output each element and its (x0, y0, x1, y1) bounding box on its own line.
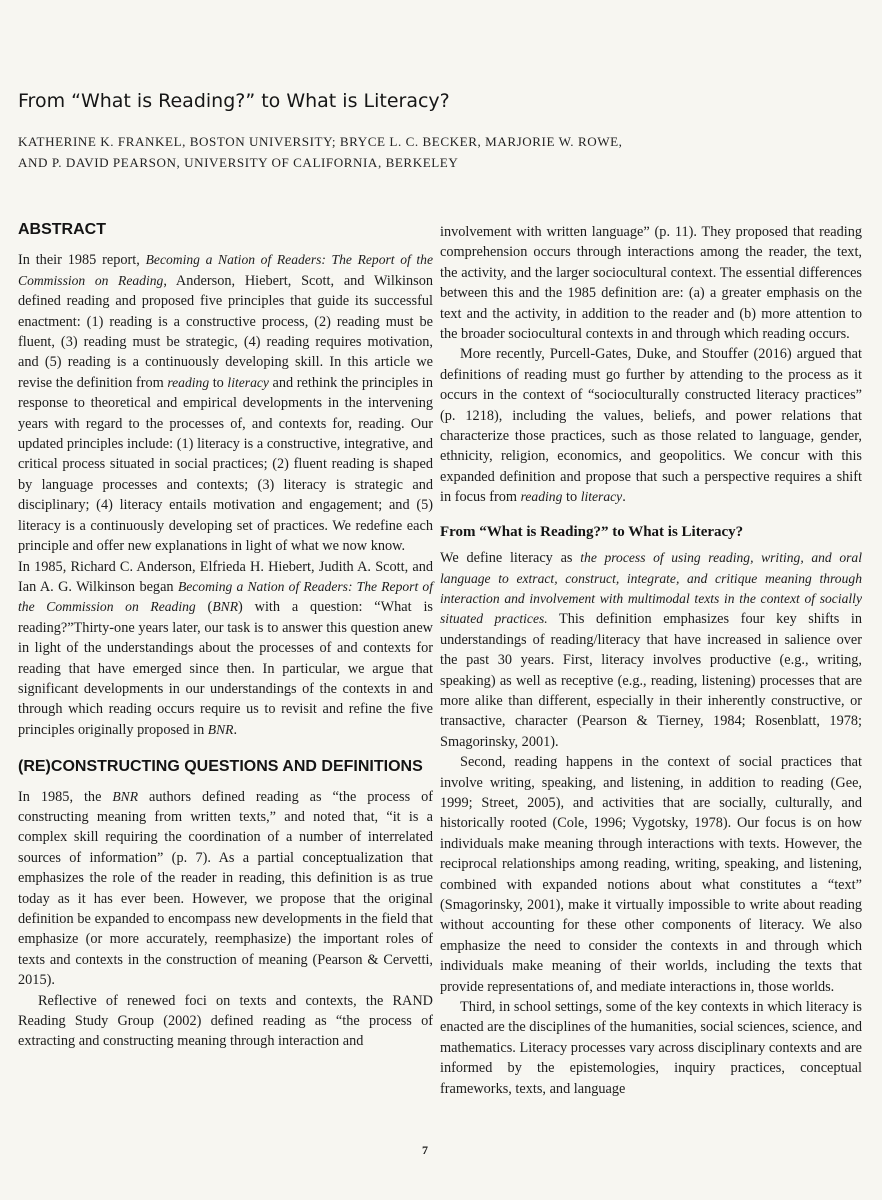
right-column (440, 222, 862, 1099)
authors-line-1: KATHERINE K. FRANKEL, BOSTON UNIVERSITY; BRYCE L. C. BECKER, MARJORIE W. ROWE, (18, 134, 623, 149)
literacy-paragraph-3: Third, in school settings, some of the key contexts in which literacy is enacted are the disciplines of the humanities, social sciences, science, and mathematics. Literacy processes vary across disciplinary contexts and are informed by the epistemologies, inquiry practices, conceptual frameworks, texts, and language (440, 999, 862, 1097)
abstract-heading: ABSTRACT (18, 221, 106, 238)
reconstructing-heading: (RE)CONSTRUCTING QUESTIONS AND DEFINITIONS (18, 758, 423, 776)
reconstructing-paragraph-1: In 1985, the BNR authors defined reading as “the process of constructing meaning from written texts,” and noted that, “it is a complex skill requiring the coordination of a number of interrelated sources of information” (p. 7). As a partial conceptualization that emphasizes the role of the reader in reading, this definition is as true today as it has ever been. However, we propose that the original definition be expanded to encompass new developments in the field that emphasize (or more accurately, reemphasize) the important roles of texts and contexts in the construction of meaning (Pearson & Cervetti, 2015). (18, 788, 433, 989)
authors-line-2: AND P. DAVID PEARSON, UNIVERSITY OF CALIFORNIA, BERKELEY (18, 155, 459, 170)
reconstructing-paragraph-2-continued: involvement with written language” (p. 11). They proposed that reading comprehension occurs through interactions among the reader, the text, the activity, and the larger sociocultural context. The essential differences between this and the 1985 definition are: (a) a greater emphasis on the text and the activity, in addition to the reader and (b) more attention to the broader sociocultural contexts in and through which reading occurs. (440, 224, 862, 343)
abstract-text: In their 1985 report, Becoming a Nation of Readers: The Report of the Commission on Reading, Anderson, Hiebert, Scott, and Wilkinson defined reading and proposed five principles that guide its successful enactment: (1) reading is a constructive process, (2) reading must be fluent, (3) reading must be strategic, (4) reading requires motivation, and (5) reading is a continuously developing skill. In this article we revise the definition from reading to literacy and rethink the principles in response to theoretical and empirical developments in the intervening years with regard to the processes of, and contexts for, reading. Our updated principles include: (1) literacy is a constructive, integrative, and critical process situated in social practices; (2) fluent reading is shaped by language processes and contexts; (3) literacy is strategic and disciplinary; (4) literacy entails motivation and engagement; and (5) literacy is a continuously developing set of practices. We redefine each principle and offer new explanations in light of what we now know. (18, 252, 433, 555)
intro-paragraph: In 1985, Richard C. Anderson, Elfrieda H. Hiebert, Judith A. Scott, and Ian A. G. Wilkinson began Becoming a Nation of Readers: The Report of the Commission on Reading (BNR) with a question: “What is reading?”Thirty-one years later, our task is to answer this question anew in light of the understandings about the processes of and contexts for reading that have emerged since then. In particular, we argue that significant developments in our understandings of the contexts in and through which reading occurs require us to revisit and refine the five principles originally proposed in BNR. (18, 558, 433, 738)
literacy-paragraph-2: Second, reading happens in the context of social practices that involve writing, speaking, and listening, in addition to reading (Gee, 1999; Street, 2005), and activities that are socially, culturally, and historically rooted (Cole, 1996; Vygotsky, 1978). Our focus is on how individuals make meaning through interactions with texts. However, the reciprocal relationships among reading, writing, speaking, and listening, combined with expanded notions about what constitutes a “text” (Smagorinsky, 2001), make it virtually impossible to write about reading without accounting for these other components of literacy. We also emphasize the need to consider the contexts in and through which individuals make meaning of their worlds, including the texts that provide representations of, and mediate interactions in, those worlds. (440, 754, 862, 995)
article-title: From “What is Reading?” to What is Literacy? (18, 90, 450, 112)
literacy-subheading: From “What is Reading?” to What is Literacy? (440, 523, 744, 540)
left-column (18, 212, 433, 1052)
reconstructing-paragraph-3: More recently, Purcell-Gates, Duke, and Stouffer (2016) argued that definitions of reading must go further by attending to the process as it occurs in the context of “socioculturally constructed literacy practices” (p. 1218), including the values, beliefs, and power relations that characterize those practices, such as those related to language, gender, ethnicity, religion, economics, and geopolitics. We concur with this expanded definition and propose that such a perspective requires a shift in focus from reading to literacy. (440, 346, 862, 506)
author-list (18, 131, 858, 173)
reconstructing-paragraph-2: Reflective of renewed foci on texts and contexts, the RAND Reading Study Group (2002) defined reading as “the process of extracting and constructing meaning through interaction and (18, 992, 433, 1050)
literacy-paragraph-1: We define literacy as the process of using reading, writing, and oral language to extract, construct, integrate, and critique meaning through interaction and involvement with multimodal texts in the context of socially situated practices. This definition emphasizes four key shifts in understandings of reading/literacy that have increased in salience over the past 30 years. First, literacy involves productive (e.g., writing, speaking) as well as receptive (e.g., reading, listening) processes that are more alike than different, especially in their inherently constructive, or transactive, character (Pearson & Tierney, 1984; Rosenblatt, 1978; Smagorinsky, 2001). (440, 550, 862, 750)
page-number: 7 (422, 1143, 428, 1157)
